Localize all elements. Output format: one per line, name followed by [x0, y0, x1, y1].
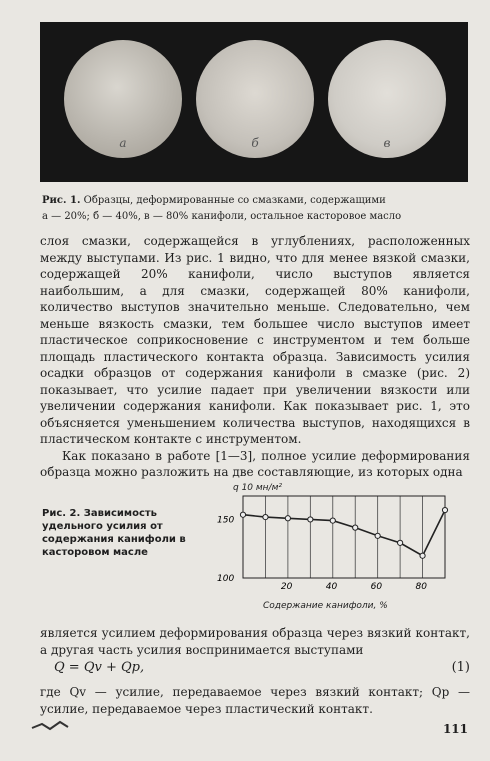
data-point [285, 516, 290, 521]
data-point [308, 517, 313, 522]
where-text [40, 684, 470, 717]
body-text [40, 233, 470, 481]
data-point [240, 512, 245, 517]
chart-grid [243, 496, 445, 578]
y-tick-label: 100 [217, 574, 235, 584]
data-point [330, 518, 335, 523]
figure1-caption-label: Рис. 1. [42, 195, 81, 206]
formula: Q = Qv + Qp, [54, 660, 145, 675]
figure1-caption-line2: а — 20%; б — 40%, в — 80% канифоли, остальное касторовое масло [42, 211, 402, 222]
x-tick-label: 20 [280, 582, 293, 592]
disc-label-b: б [251, 136, 259, 150]
data-point [420, 553, 425, 558]
x-tick-labels [281, 582, 427, 592]
disc-label-c: в [383, 136, 391, 150]
x-tick-label: 80 [415, 582, 428, 592]
figure1-photo-panel [40, 22, 468, 182]
where-line: где Qv — усилие, передаваемое через вязкий контакт; Qp — усилие, передаваемое через пластический контакт. [40, 685, 470, 716]
data-point [263, 514, 268, 519]
disc-label-a: а [119, 136, 127, 150]
x-axis-label: Содержание канифоли, % [263, 601, 388, 611]
sample-disc-b [196, 40, 314, 158]
data-point [353, 525, 358, 530]
equation-number: (1) [451, 660, 470, 675]
formula-row [40, 660, 470, 680]
x-tick-label: 40 [325, 582, 338, 592]
bottom-text [40, 625, 470, 658]
paragraph-2: Как показано в работе [1—3], полное усилие деформирования образца можно разложить на две составляющие, из которых одна [40, 448, 470, 479]
figure2-chart [215, 478, 455, 613]
y-axis-label: q 10 мн/м² [233, 483, 282, 493]
series-line [243, 510, 445, 556]
x-tick-label: 60 [370, 582, 383, 592]
figure1-caption [42, 193, 472, 225]
data-point [375, 533, 380, 538]
bottom-line-1: является усилием деформирования образца через вязкий контакт, а другая часть усилия воспринимается выступами [40, 626, 470, 657]
sample-disc-c [328, 40, 446, 158]
sample-disc-a [64, 40, 182, 158]
margin-mark-icon [30, 718, 70, 734]
page-number: 111 [442, 722, 468, 736]
plot-frame [243, 496, 445, 578]
y-tick-label: 150 [217, 515, 235, 526]
y-tick-labels [217, 515, 234, 584]
data-point [442, 507, 447, 512]
figure1-caption-line1: Образцы, деформированные со смазками, содержащими [83, 195, 386, 206]
figure2-caption: Рис. 2. Зависимость удельного усилия от содержания канифоли в касторовом масле [42, 508, 186, 558]
data-point [398, 540, 403, 545]
series-points [240, 507, 447, 558]
paragraph-1: слоя смазки, содержащейся в углублениях, расположенных между выступами. Из рис. 1 видно, что для менее вязкой смазки, содержащей 20% канифоли, число выступов является наибольшим, а для смазки, содержащей 80% канифоли, количество выступов значительно меньше. Следовательно, чем меньше вязкость смазки, тем большее число выступов имеет пластическое соприкосновение с инструментом и тем больше площадь пластического контакта образца. Зависимость усилия осадки образцов от содержания канифоли в смазке (рис. 2) показывает, что усилие падает при увеличении вязкости или увеличении содержания канифоли. Как показывает рис. 1, это объясняется уменьшением количества выступов, находящихся в пластическом контакте с инструментом. [40, 234, 470, 446]
